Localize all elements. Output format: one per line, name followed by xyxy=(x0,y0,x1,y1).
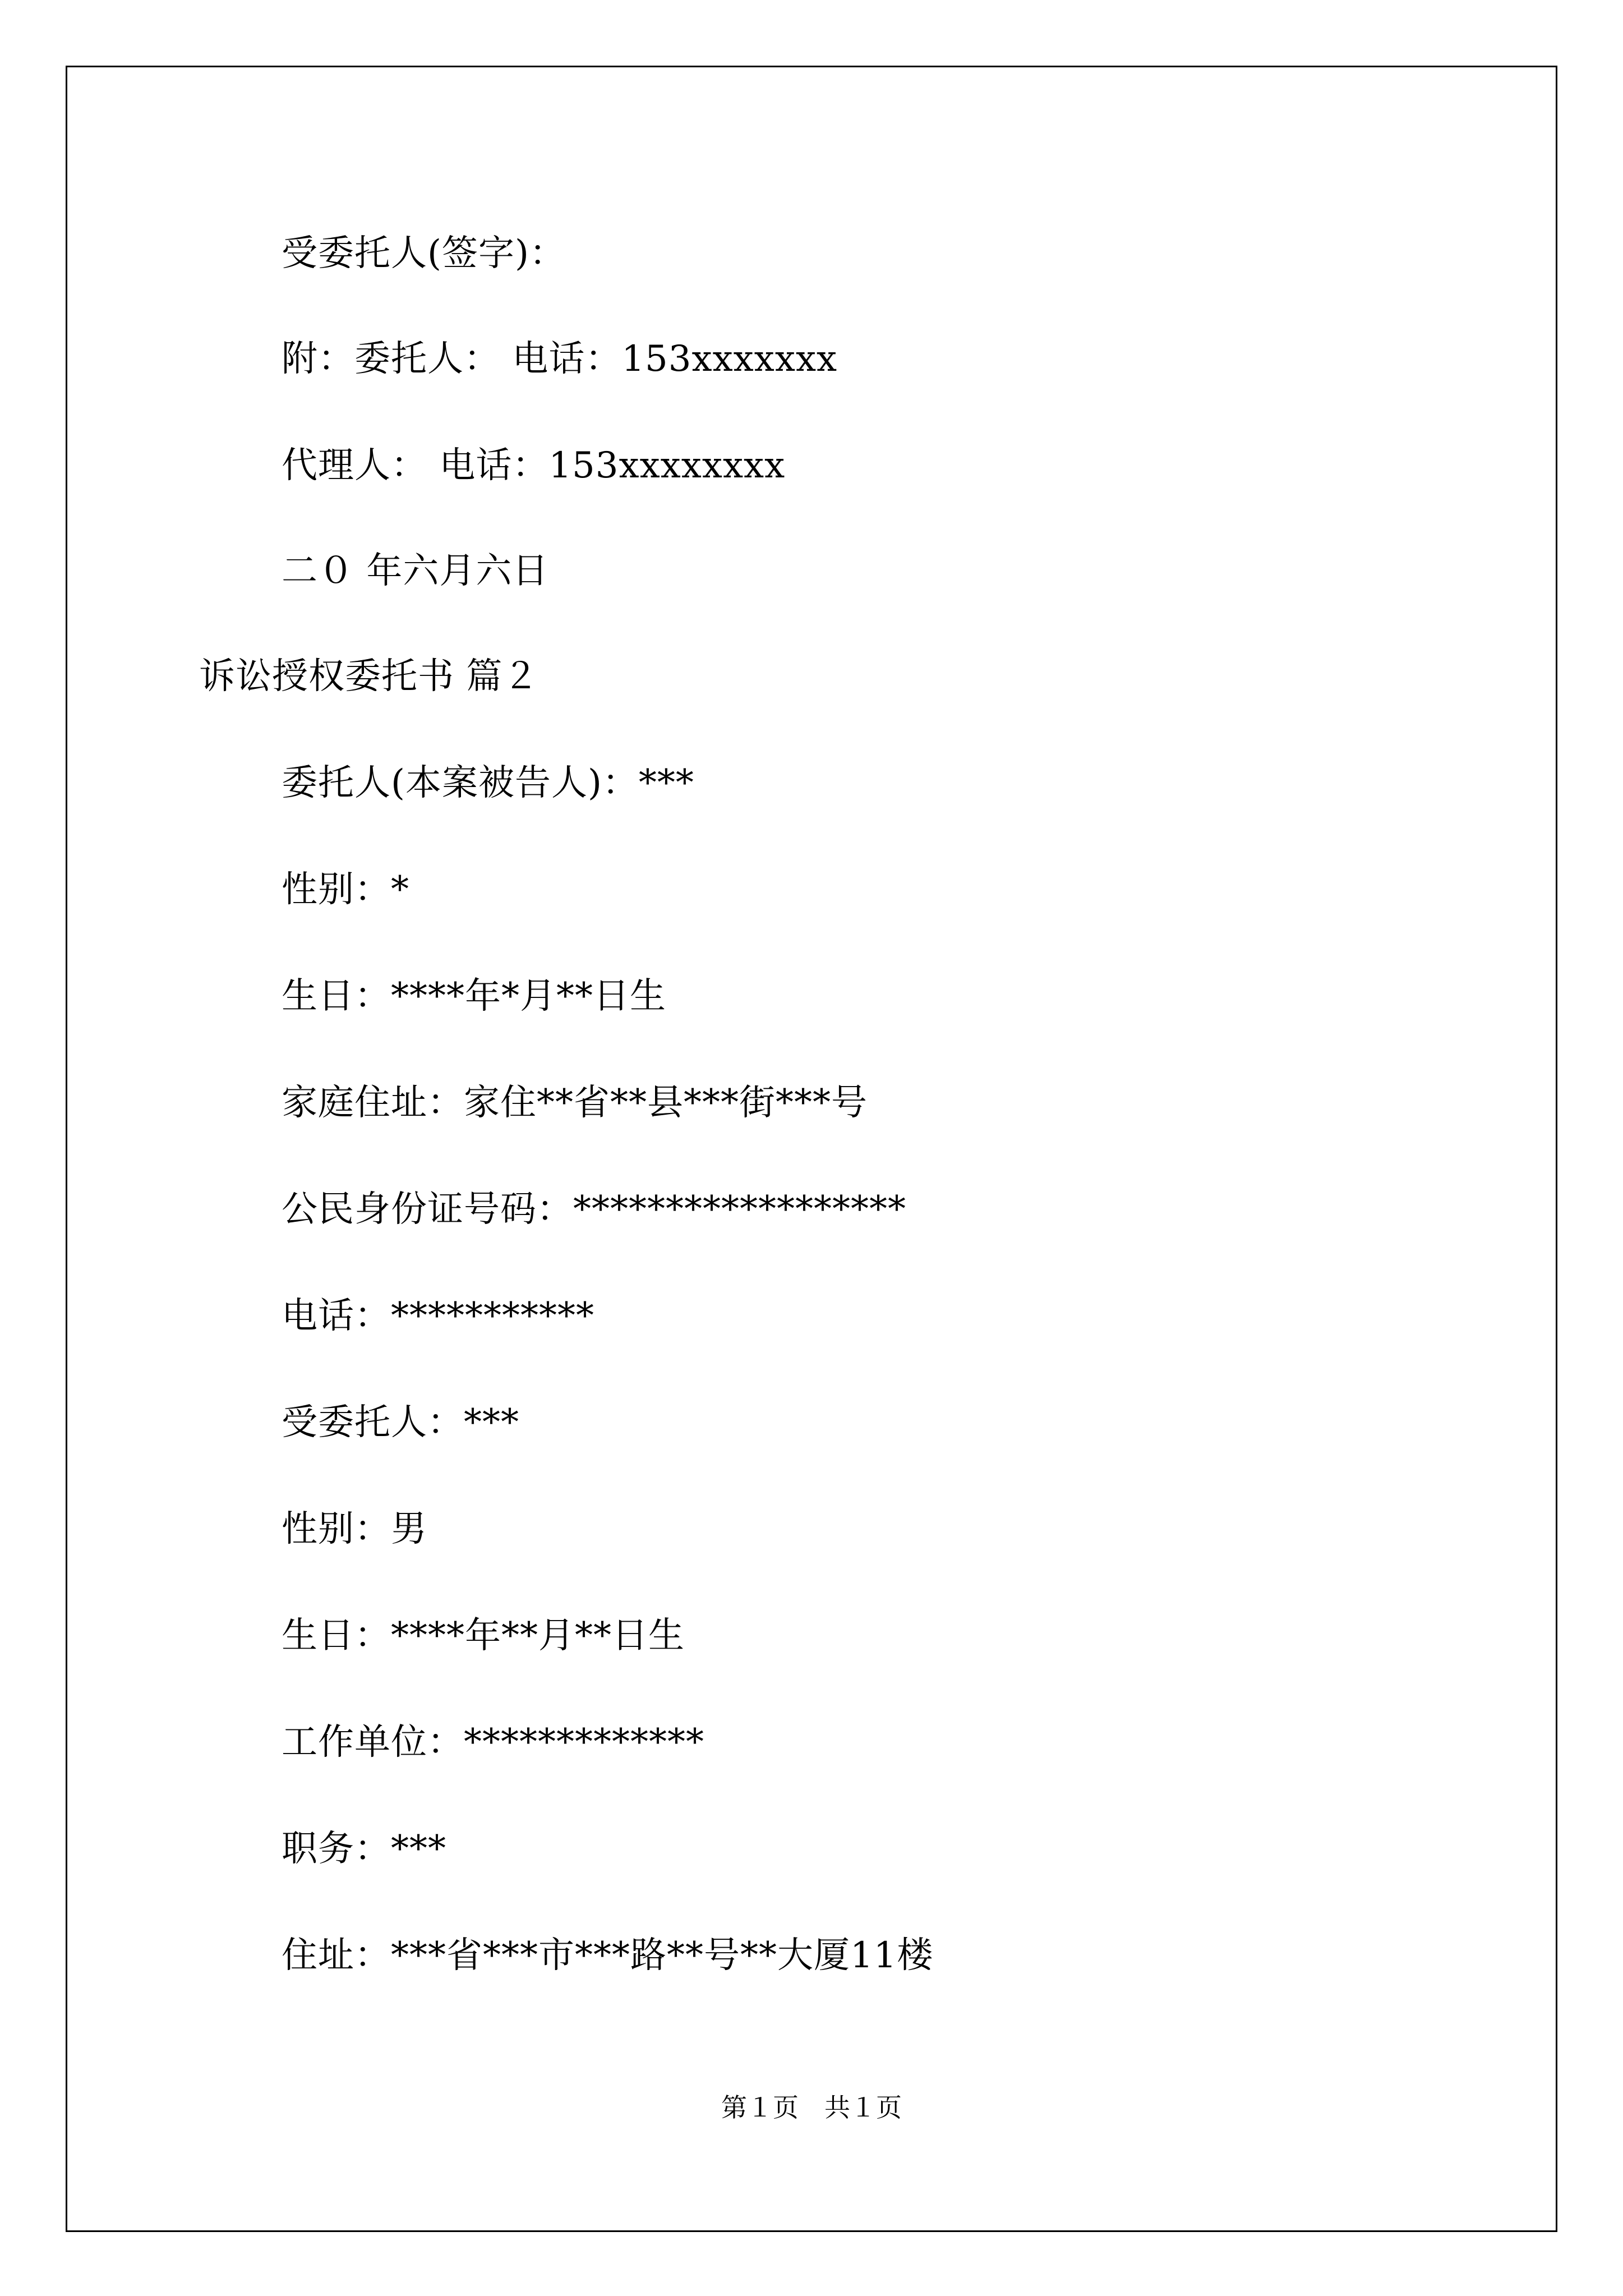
attachment-client-phone-line: 附：委托人： 电话：153xxxxxxx xyxy=(282,338,838,380)
client-birthday-line: 生日：****年*月**日生 xyxy=(282,976,666,1017)
client-line: 委托人(本案被告人)：*** xyxy=(282,762,694,804)
client-gender-line: 性别：* xyxy=(282,869,409,910)
page-border xyxy=(66,66,1557,2232)
entrusted-position-line: 职务：*** xyxy=(282,1828,446,1870)
page-number-footer: 第１页 共１页 xyxy=(721,2093,902,2122)
agent-phone-line: 代理人： 电话：153xxxxxxxx xyxy=(282,445,786,486)
client-id-number-line: 公民身份证号码：****************** xyxy=(282,1189,906,1230)
entrusted-address-line: 住址：***省***市***路**号**大厦11楼 xyxy=(282,1935,934,1976)
section-heading: 诉讼授权委托书 篇２ xyxy=(199,656,540,697)
entrusted-gender-line: 性别：男 xyxy=(282,1508,427,1550)
entrusted-birthday-line: 生日：****年**月**日生 xyxy=(282,1615,685,1657)
client-address-line: 家庭住址：家住**省**县***街***号 xyxy=(282,1082,868,1124)
client-phone-line: 电话：*********** xyxy=(282,1295,594,1337)
entrusted-person-line: 受委托人：*** xyxy=(282,1402,519,1443)
entrusted-workplace-line: 工作单位：************* xyxy=(282,1722,704,1763)
entrusted-signature-line: 受委托人(签字)： xyxy=(282,233,566,274)
date-line: 二０ 年六月六日 xyxy=(282,550,549,592)
